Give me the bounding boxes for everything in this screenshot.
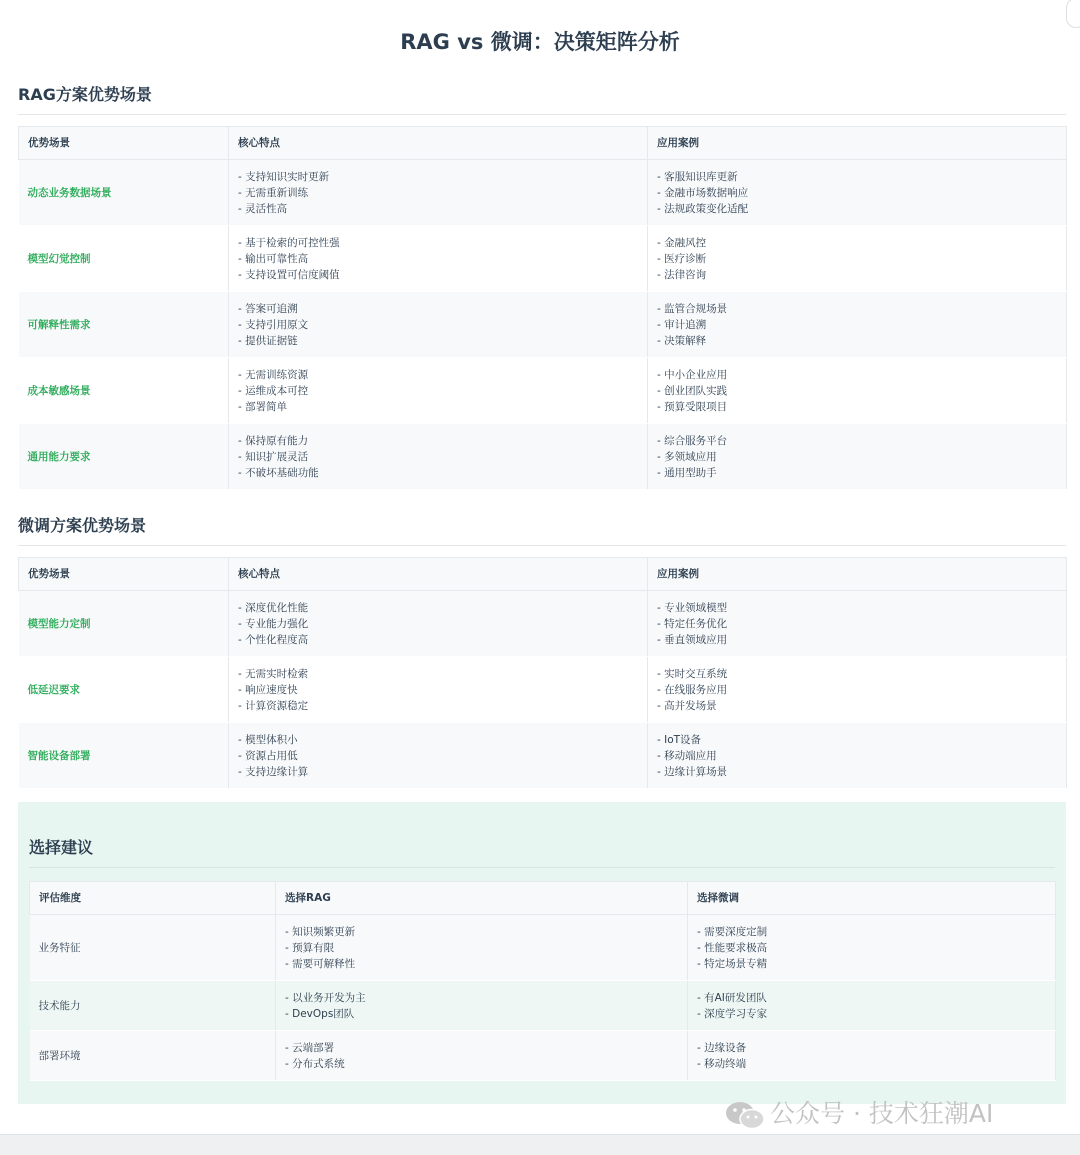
cell-cases xyxy=(648,160,1067,226)
cell-line: - 医疗诊断 xyxy=(657,252,707,265)
recommendation-table xyxy=(29,881,1056,1081)
cell-line: - 有AI研发团队 xyxy=(697,991,767,1004)
cell-line: - 需要可解释性 xyxy=(285,957,356,970)
cell-line: - 高并发场景 xyxy=(657,699,717,712)
cell-line: - 计算资源稳定 xyxy=(238,699,309,712)
cell-cases xyxy=(648,358,1067,424)
cell-line: - DevOps团队 xyxy=(285,1007,355,1020)
page-title: RAG vs 微调：决策矩阵分析 xyxy=(400,30,680,54)
cell-line: - 专业能力强化 xyxy=(238,617,309,630)
cell-line: - 边缘设备 xyxy=(697,1041,747,1054)
ft-table xyxy=(18,557,1067,789)
cell-line: - 预算有限 xyxy=(285,941,335,954)
cell-line: - 预算受限项目 xyxy=(657,400,728,413)
row-key: 技术能力 xyxy=(30,981,276,1031)
cell-line: - 无需重新训练 xyxy=(238,186,309,199)
table-row xyxy=(19,358,1067,424)
cell-line: - 移动终端 xyxy=(697,1057,747,1070)
cell-line: - 基于检索的可控性强 xyxy=(238,236,340,249)
column-header: 选择微调 xyxy=(688,882,1056,915)
cell-rag xyxy=(276,1031,688,1081)
column-header: 选择RAG xyxy=(276,882,688,915)
cell-cases xyxy=(648,657,1067,723)
cell-line: - 部署简单 xyxy=(238,400,288,413)
cell-features xyxy=(229,292,648,358)
cell-features xyxy=(229,424,648,490)
rag-table xyxy=(18,126,1067,490)
cell-line: - 支持设置可信度阈值 xyxy=(238,268,340,281)
cell-line: - 特定场景专精 xyxy=(697,957,768,970)
table-row xyxy=(19,723,1067,789)
cell-line: - 知识扩展灵活 xyxy=(238,450,309,463)
cell-line: - 垂直领域应用 xyxy=(657,633,728,646)
row-key: 可解释性需求 xyxy=(19,292,229,358)
column-header: 优势场景 xyxy=(19,558,229,591)
cell-line: - 在线服务应用 xyxy=(657,683,728,696)
row-key: 动态业务数据场景 xyxy=(19,160,229,226)
watermark xyxy=(724,1094,993,1131)
cell-line: - 性能要求极高 xyxy=(697,941,768,954)
table-row xyxy=(19,657,1067,723)
cell-features xyxy=(229,723,648,789)
cell-rag xyxy=(276,915,688,981)
table-row xyxy=(30,915,1056,981)
cell-line: - 审计追溯 xyxy=(657,318,707,331)
row-key: 模型能力定制 xyxy=(19,591,229,657)
cell-line: - 创业团队实践 xyxy=(657,384,728,397)
cell-cases xyxy=(648,226,1067,292)
cell-line: - 法规政策变化适配 xyxy=(657,202,749,215)
cell-line: - 无需训练资源 xyxy=(238,368,309,381)
cell-line: - 无需实时检索 xyxy=(238,667,309,680)
cell-features xyxy=(229,358,648,424)
column-header: 应用案例 xyxy=(648,127,1067,160)
cell-line: - 资源占用低 xyxy=(238,749,298,762)
cell-line: - 不破坏基础功能 xyxy=(238,466,319,479)
cell-line: - 特定任务优化 xyxy=(657,617,728,630)
wechat-icon xyxy=(724,1099,766,1131)
cell-ft xyxy=(688,1031,1056,1081)
cell-features xyxy=(229,657,648,723)
cell-line: - IoT设备 xyxy=(657,733,702,746)
column-header: 应用案例 xyxy=(648,558,1067,591)
column-header: 评估维度 xyxy=(30,882,276,915)
cell-line: - 响应速度快 xyxy=(238,683,298,696)
cell-line: - 法律咨询 xyxy=(657,268,707,281)
column-header: 核心特点 xyxy=(229,558,648,591)
table-header-row xyxy=(19,558,1067,591)
cell-line: - 提供证据链 xyxy=(238,334,298,347)
bottom-bar xyxy=(0,1134,1080,1155)
table-header-row xyxy=(19,127,1067,160)
table-row xyxy=(19,226,1067,292)
cell-line: - 金融风控 xyxy=(657,236,707,249)
row-key: 部署环境 xyxy=(30,1031,276,1081)
cell-line: - 需要深度定制 xyxy=(697,925,768,938)
table-row xyxy=(19,424,1067,490)
cell-line: - 保持原有能力 xyxy=(238,434,309,447)
rag-section-heading: RAG方案优势场景 xyxy=(18,82,1066,115)
cell-cases xyxy=(648,292,1067,358)
cell-line: - 金融市场数据响应 xyxy=(657,186,749,199)
cell-line: - 通用型助手 xyxy=(657,466,717,479)
row-key: 模型幻觉控制 xyxy=(19,226,229,292)
cell-line: - 灵活性高 xyxy=(238,202,288,215)
watermark-text: 公众号 · 技术狂潮AI xyxy=(770,1099,994,1128)
column-header: 核心特点 xyxy=(229,127,648,160)
cell-line: - 云端部署 xyxy=(285,1041,335,1054)
cell-cases xyxy=(648,723,1067,789)
table-row xyxy=(30,981,1056,1031)
cell-cases xyxy=(648,591,1067,657)
recommendation-heading: 选择建议 xyxy=(29,835,1055,868)
cell-ft xyxy=(688,915,1056,981)
cell-ft xyxy=(688,981,1056,1031)
cell-line: - 支持引用原文 xyxy=(238,318,309,331)
table-row xyxy=(30,1031,1056,1081)
cell-line: - 专业领域模型 xyxy=(657,601,728,614)
recommendation-panel xyxy=(18,802,1066,1104)
cell-line: - 支持知识实时更新 xyxy=(238,170,330,183)
cell-line: - 监管合规场景 xyxy=(657,302,728,315)
cell-features xyxy=(229,226,648,292)
row-key: 业务特征 xyxy=(30,915,276,981)
row-key: 智能设备部署 xyxy=(19,723,229,789)
table-row xyxy=(19,160,1067,226)
cell-line: - 移动端应用 xyxy=(657,749,717,762)
row-key: 通用能力要求 xyxy=(19,424,229,490)
cell-line: - 答案可追溯 xyxy=(238,302,298,315)
cell-line: - 支持边缘计算 xyxy=(238,765,309,778)
cell-line: - 模型体积小 xyxy=(238,733,298,746)
row-key: 成本敏感场景 xyxy=(19,358,229,424)
cell-line: - 综合服务平台 xyxy=(657,434,728,447)
cell-line: - 决策解释 xyxy=(657,334,707,347)
cell-line: - 输出可靠性高 xyxy=(238,252,309,265)
column-header: 优势场景 xyxy=(19,127,229,160)
cell-line: - 以业务开发为主 xyxy=(285,991,366,1004)
cell-line: - 深度学习专家 xyxy=(697,1007,768,1020)
cell-features xyxy=(229,160,648,226)
scroll-corner xyxy=(1066,0,1080,28)
cell-line: - 深度优化性能 xyxy=(238,601,309,614)
cell-line: - 分布式系统 xyxy=(285,1057,345,1070)
cell-features xyxy=(229,591,648,657)
table-row xyxy=(19,591,1067,657)
table-row xyxy=(19,292,1067,358)
cell-rag xyxy=(276,981,688,1031)
cell-line: - 实时交互系统 xyxy=(657,667,728,680)
cell-line: - 边缘计算场景 xyxy=(657,765,728,778)
cell-line: - 运维成本可控 xyxy=(238,384,309,397)
ft-section-heading: 微调方案优势场景 xyxy=(18,513,1066,546)
cell-line: - 客服知识库更新 xyxy=(657,170,738,183)
table-header-row xyxy=(30,882,1056,915)
cell-line: - 中小企业应用 xyxy=(657,368,728,381)
cell-line: - 个性化程度高 xyxy=(238,633,309,646)
cell-cases xyxy=(648,424,1067,490)
cell-line: - 知识频繁更新 xyxy=(285,925,356,938)
row-key: 低延迟要求 xyxy=(19,657,229,723)
cell-line: - 多领域应用 xyxy=(657,450,717,463)
